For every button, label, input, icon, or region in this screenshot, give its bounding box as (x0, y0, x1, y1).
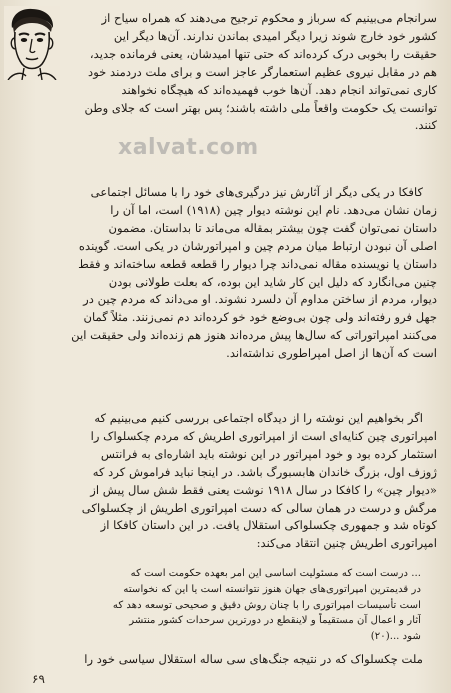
text-line: زمان نشان می‌دهد. نام این نوشته دیوار چین (۱۹۱۸) است، اما آن را (110, 202, 437, 217)
text-line: کافکا در یکی دیگر از آثارش نیز درگیری‌های خود را با مسائل اجتماعی (90, 185, 423, 199)
quote-line: شود ...(۲۰) (370, 631, 421, 643)
paragraph-4 (19, 651, 437, 669)
text-line: کنند. (414, 118, 437, 133)
text-line: مرگش و درست در همان سالی که دست امپراتوری اطریش از چکسلواکی (81, 500, 437, 515)
text-line: امپراتوری چین کنایه‌ای است از امپراتوری اطریش که مردم چکسلواک را (90, 428, 437, 443)
text-line: کوتاه شد و جمهوری چکسلواکی استقلال یافت. در این داستان کافکا از (100, 518, 437, 533)
text-line: چنین می‌انگارد که دلیل این کار شاید این بوده، که بعلت طولانی بودن (108, 274, 437, 289)
text-line: سرانجام می‌بینیم که سرباز و محکوم ترجیح می‌دهند که همراه سیاح از (101, 11, 437, 25)
text-line: هم در مقابل نیروی عظیم استعمارگر عاجز است و برای ملت دردمند خود (88, 64, 437, 79)
text-line: کشور خود خارج شوند زیرا دیگر امیدی بماندن ندارند. آن‌ها دیگر این (113, 28, 437, 43)
paragraph-3 (19, 410, 437, 553)
quote-line: آثار و اعمال آن مستقیماً و لاینقطع در دورترین سرحدات کشور منتشر (129, 615, 421, 627)
text-line: حقیقت را بخوبی درک کرده‌اند که حتی تنها امیدشان، یعنی فرمانده جدید، (89, 46, 437, 61)
quote-line: است تأسیسات امپراتوری را با چنان روش دقیق و صحیحی توسعه دهد که (112, 599, 421, 611)
text-line: «دیوار چین» را کافکا در سال ۱۹۱۸ نوشت یعنی فقط شش سال پیش از (90, 482, 437, 497)
quote-line: در قدیمترین امپراتوری‌های جهان هنوز نتوانسته است یا این که نخواسته (123, 583, 421, 595)
text-line: می‌کنند امپراتوراتی که سال‌ها پیش مرده‌اند هنوز هم زنده‌اند ولی حقیقت این (71, 328, 437, 343)
paragraph-1 (19, 10, 437, 135)
text-line: توانست یک حکومت واقعاً ملی داشته باشند؛ پس بهتر است که جلای وطن (84, 100, 437, 115)
quote-line: ... درست است که مسئولیت اساسی این امر بعهده حکومت است که (130, 568, 421, 579)
text-line: کاری نمی‌تواند انجام دهد. آن‌ها خوب فهمیده‌اند که هیچگاه نخواهند (121, 82, 437, 97)
text-line: امپراتوری اطریش چنین انتقاد می‌کند: (256, 536, 437, 551)
text-line: است که آن‌ها از اصل امپراطوری نداشته‌اند. (226, 346, 437, 361)
text-line: داستان نمی‌توان گفت چون بیشتر بمقاله می‌ماند تا بداستان. مضمون (108, 220, 437, 235)
text-line: دیوار، مردم از ساختن مداوم آن دلسرد نشوند. او می‌داند که مردم چین در (83, 292, 437, 307)
page-number: ۶۹ (32, 672, 45, 686)
text-line: ژوزف اول، بزرگ خاندان هابسبورگ باشد. در اینجا نباید فراموش کرد که (92, 464, 437, 479)
paragraph-2 (19, 184, 437, 363)
text-line: اگر بخواهیم این نوشته را از دیدگاه اجتماعی بررسی کنیم می‌بینیم که (94, 411, 423, 425)
watermark: xalvat.com (118, 135, 259, 160)
block-quote (35, 566, 421, 645)
text-line: اصلی آن نبودن ارتباط میان مردم چین و امپراتورشان در یکی است. گوینده (78, 238, 437, 253)
text-line: ملت چکسلواک که در نتیجه جنگ‌های سی ساله استقلال سیاسی خود را (84, 652, 423, 666)
text-line: استثمار کرده بود و خود امپراتور در این نوشته باید اشاره‌ای به فرانتس (100, 446, 437, 461)
text-line: داستان یا نویسنده مقاله نمی‌داند چرا دیوار را قطعه قطعه ساخته‌اند و فقط (78, 256, 437, 271)
text-line: جهل فرو رفته‌اند ولی چون بی‌وضع خود خو کرده‌اند دم نمی‌زنند. مثلاً گمان (83, 310, 437, 325)
